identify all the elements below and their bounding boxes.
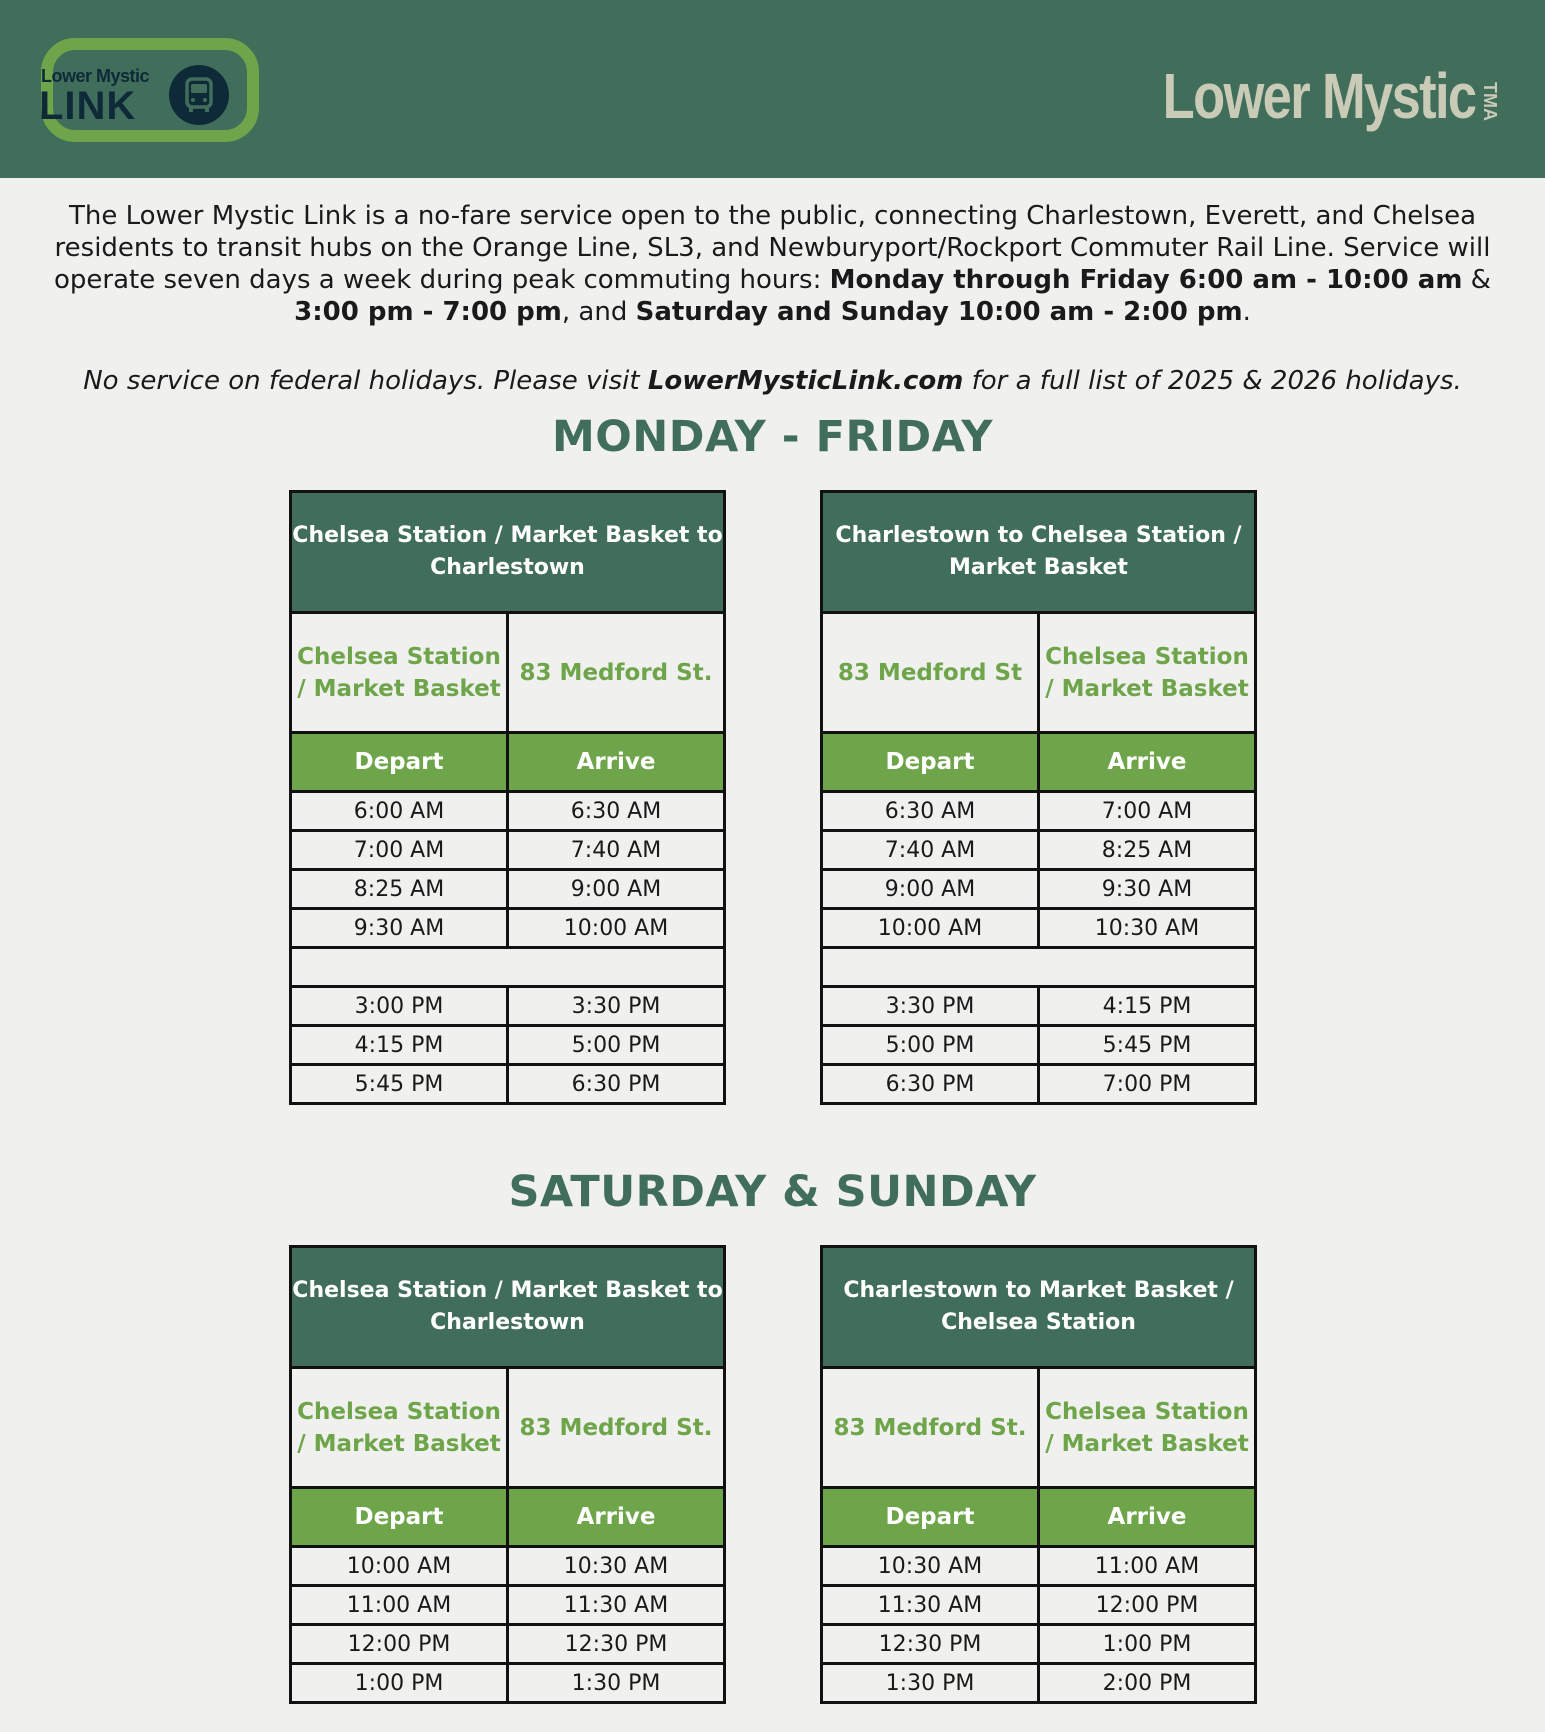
brand-suffix: TMA (1480, 82, 1500, 121)
table-row (822, 1065, 1256, 1104)
table-row (822, 1026, 1256, 1065)
table-row (291, 1065, 725, 1104)
table-row (291, 987, 725, 1026)
origin-stop: Chelsea Station / Market Basket (291, 1368, 508, 1488)
arrive-time: 7:00 PM (1039, 1065, 1256, 1104)
intro-amp: & (1462, 265, 1491, 295)
arrive-time: 9:00 AM (508, 870, 725, 909)
intro-weekday-hours: Monday through Friday 6:00 am - 10:00 am (829, 265, 1463, 295)
table-row (291, 1547, 725, 1586)
arrive-time: 12:00 PM (1039, 1586, 1256, 1625)
destination-stop: 83 Medford St. (508, 1368, 725, 1488)
arrive-time: 5:00 PM (508, 1026, 725, 1065)
table-row (291, 1586, 725, 1625)
depart-time: 3:30 PM (822, 987, 1039, 1026)
destination-stop: Chelsea Station / Market Basket (1039, 613, 1256, 733)
arrive-time: 2:00 PM (1039, 1664, 1256, 1703)
route-heading: Charlestown to Market Basket / Chelsea Station (822, 1247, 1256, 1368)
depart-time: 5:45 PM (291, 1065, 508, 1104)
depart-time: 1:30 PM (822, 1664, 1039, 1703)
table-row (822, 792, 1256, 831)
notice-pre: No service on federal holidays. Please visit (83, 366, 648, 396)
intro-paragraph (40, 200, 1505, 328)
arrive-time: 7:40 AM (508, 831, 725, 870)
arrive-time: 1:30 PM (508, 1664, 725, 1703)
bus-icon (169, 65, 229, 125)
depart-header: Depart (291, 1488, 508, 1547)
arrive-time: 5:45 PM (1039, 1026, 1256, 1065)
arrive-time: 3:30 PM (508, 987, 725, 1026)
depart-time: 4:15 PM (291, 1026, 508, 1065)
table-row (822, 1625, 1256, 1664)
brand-wordmark (1094, 56, 1500, 136)
depart-time: 6:00 AM (291, 792, 508, 831)
holiday-notice (40, 364, 1505, 398)
arrive-time: 8:25 AM (1039, 831, 1256, 870)
arrive-time: 1:00 PM (1039, 1625, 1256, 1664)
midday-gap (822, 948, 1256, 987)
depart-time: 1:00 PM (291, 1664, 508, 1703)
table-row (822, 1664, 1256, 1703)
route-heading: Charlestown to Chelsea Station / Market Basket (822, 492, 1256, 613)
midday-gap (291, 948, 725, 987)
website-link[interactable]: LowerMysticLink.com (647, 366, 964, 396)
depart-header: Depart (291, 733, 508, 792)
weekday-inbound-table (289, 490, 726, 1105)
route-heading: Chelsea Station / Market Basket to Charlestown (291, 492, 725, 613)
table-row (291, 1664, 725, 1703)
table-row (291, 909, 725, 948)
depart-time: 8:25 AM (291, 870, 508, 909)
intro-text: The Lower Mystic Link is a no-fare service open to the public, connecting Charlestown, Everett, and Chelsea residents to transit hubs on the Orange Line, SL3, and Newburyport/Rockport Commuter Rail Line. Service will operate seven days a week during peak commuting hours: (54, 201, 1491, 295)
arrive-header: Arrive (508, 1488, 725, 1547)
table-row (822, 1586, 1256, 1625)
depart-time: 10:30 AM (822, 1547, 1039, 1586)
depart-header: Depart (822, 733, 1039, 792)
table-row (822, 987, 1256, 1026)
depart-time: 12:00 PM (291, 1625, 508, 1664)
origin-stop: 83 Medford St (822, 613, 1039, 733)
arrive-header: Arrive (1039, 733, 1256, 792)
table-row (291, 1026, 725, 1065)
depart-time: 10:00 AM (822, 909, 1039, 948)
arrive-time: 4:15 PM (1039, 987, 1256, 1026)
destination-stop: Chelsea Station / Market Basket (1039, 1368, 1256, 1488)
weekday-title: MONDAY - FRIDAY (551, 412, 994, 462)
weekend-outbound-table (820, 1245, 1257, 1704)
weekday-outbound-table (820, 490, 1257, 1105)
table-row (822, 870, 1256, 909)
arrive-time: 6:30 AM (508, 792, 725, 831)
table-row (822, 1547, 1256, 1586)
table-row (291, 870, 725, 909)
depart-time: 6:30 PM (822, 1065, 1039, 1104)
table-row (291, 831, 725, 870)
depart-time: 5:00 PM (822, 1026, 1039, 1065)
depart-time: 6:30 AM (822, 792, 1039, 831)
arrive-time: 12:30 PM (508, 1625, 725, 1664)
weekend-inbound-table (289, 1245, 726, 1704)
intro-and: , and (561, 297, 636, 327)
weekend-title: SATURDAY & SUNDAY (508, 1167, 1037, 1217)
logo-big-text: LINK (39, 84, 137, 128)
arrive-time: 7:00 AM (1039, 792, 1256, 831)
table-row (822, 909, 1256, 948)
arrive-time: 9:30 AM (1039, 870, 1256, 909)
depart-header: Depart (822, 1488, 1039, 1547)
depart-time: 11:00 AM (291, 1586, 508, 1625)
brand-name: Lower Mystic (1162, 60, 1475, 132)
arrive-time: 10:30 AM (508, 1547, 725, 1586)
origin-stop: Chelsea Station / Market Basket (291, 613, 508, 733)
logo-small-text: Lower Mystic (41, 66, 150, 86)
depart-time: 11:30 AM (822, 1586, 1039, 1625)
depart-time: 3:00 PM (291, 987, 508, 1026)
arrive-header: Arrive (508, 733, 725, 792)
origin-stop: 83 Medford St. (822, 1368, 1039, 1488)
table-row (822, 831, 1256, 870)
arrive-time: 10:00 AM (508, 909, 725, 948)
header-banner (0, 0, 1545, 178)
table-row (291, 1625, 725, 1664)
intro-end: . (1242, 297, 1251, 327)
notice-post: for a full list of 2025 & 2026 holidays. (963, 366, 1462, 396)
depart-time: 12:30 PM (822, 1625, 1039, 1664)
depart-time: 9:00 AM (822, 870, 1039, 909)
intro-weekend-hours: Saturday and Sunday 10:00 am - 2:00 pm (635, 297, 1243, 327)
depart-time: 10:00 AM (291, 1547, 508, 1586)
arrive-time: 11:30 AM (508, 1586, 725, 1625)
depart-time: 7:00 AM (291, 831, 508, 870)
arrive-time: 10:30 AM (1039, 909, 1256, 948)
intro-weekday-pm: 3:00 pm - 7:00 pm (294, 297, 562, 327)
depart-time: 9:30 AM (291, 909, 508, 948)
route-heading: Chelsea Station / Market Basket to Charlestown (291, 1247, 725, 1368)
arrive-time: 11:00 AM (1039, 1547, 1256, 1586)
table-row (291, 792, 725, 831)
destination-stop: 83 Medford St. (508, 613, 725, 733)
arrive-header: Arrive (1039, 1488, 1256, 1547)
arrive-time: 6:30 PM (508, 1065, 725, 1104)
depart-time: 7:40 AM (822, 831, 1039, 870)
